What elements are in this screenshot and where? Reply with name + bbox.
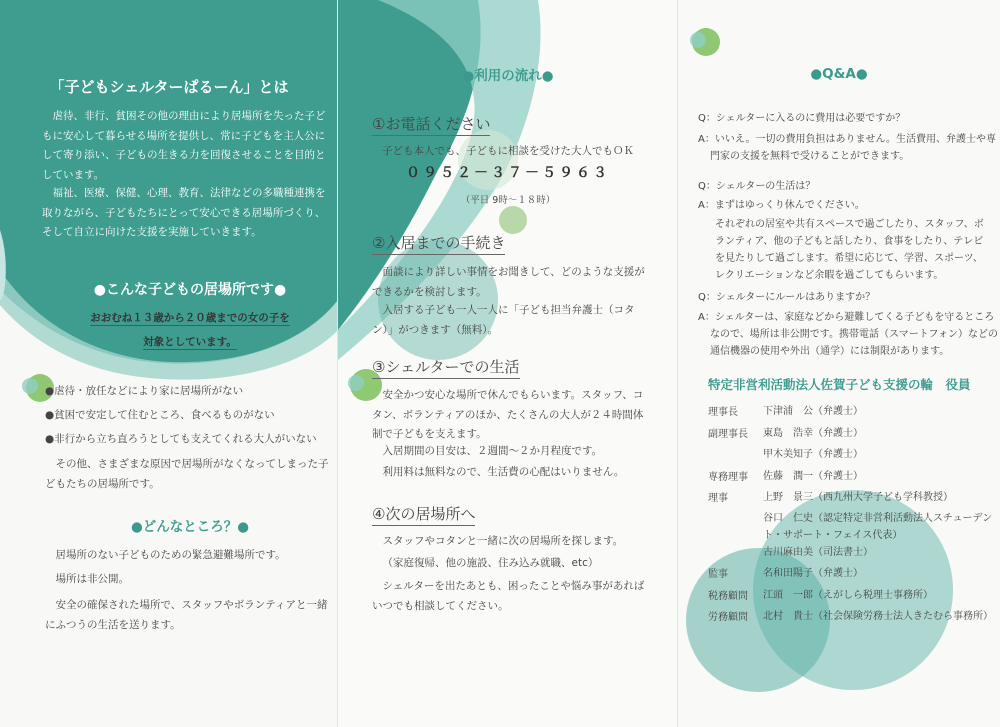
officer-name: 東島 浩幸（弁護士）	[763, 428, 863, 439]
right-panel	[678, 0, 1000, 727]
what-line-2: 場所は非公開。	[55, 573, 129, 585]
what-line-3: 安全の確保された場所で、スタッフやボランティアと一緒にふつうの生活を送ります。	[45, 599, 328, 631]
step3-text-2: 入居期間の目安は、２週間～２か月程度です。	[382, 445, 603, 457]
a2-detail: それぞれの居室や共有スペースで過ごしたり、スタッフ、ボランティア、他の子どもと話したり、食事をしたり、テレビを見たりして過ごします。希望に応じて、学習、スポーツ、レクリエーションなど余暇を過ごしてもらいます。	[715, 219, 984, 281]
officer-row	[708, 565, 993, 582]
step3-text-1: 安全かつ安心な場所で休んでもらいます。スタッフ、コタン、ボランティアのほか、たくさんの大人が２４時間体制で子どもを支えます。	[372, 389, 644, 440]
officer-role: 副理事長	[708, 429, 748, 440]
intro-paragraph-2: 福祉、医療、保健、心理、教育、法律などの多職種連携を取りながら、子どもたちにとって安心できる居場所づくり、そして自立に向けた支援を実施していきます。	[42, 187, 326, 238]
officer-row	[708, 446, 993, 463]
q2: Q：シェルターの生活は？	[698, 181, 816, 192]
officer-name: 名和田陽子（弁護士）	[763, 568, 863, 579]
target-text-1: おおむね１３歳から２０歳までの女の子を	[90, 312, 290, 324]
step4-title: ④次の居場所へ	[372, 503, 475, 526]
a3: A：シェルターは、家庭などから避難してくる子どもを守るところなので、場所は非公開です。携帯電話（スマートフォン）などの通信機器の使用や外出（通学）には制限があります。	[698, 312, 998, 357]
flow-heading: ●利用の流れ●	[462, 68, 554, 84]
left-panel	[0, 0, 338, 727]
officer-row	[708, 587, 993, 604]
target-line-1	[0, 309, 380, 329]
officer-role: 監事	[708, 569, 728, 580]
bullet-delinquency: ●非行から立ち直ろうとしても支えてくれる大人がいない	[45, 433, 317, 445]
target-line-2	[0, 333, 380, 353]
qa-heading: ●Q&A●	[810, 66, 868, 82]
officer-role: 労務顧問	[708, 612, 748, 623]
officer-row	[708, 403, 993, 420]
bullet-abuse: ●虐待・放任などにより家に居場所がない	[45, 385, 244, 397]
a1: A：いいえ。一切の費用負担はありません。生活費用、弁護士や専門家の支援を無料で受けることができます。	[698, 134, 997, 162]
officer-role: 専務理事	[708, 472, 748, 483]
officer-row	[708, 510, 993, 544]
org-title: 特定非営利活動法人佐賀子ども支援の輪 役員	[708, 377, 971, 392]
officer-role: 理事長	[708, 407, 738, 418]
officer-row	[708, 425, 993, 442]
officer-row	[708, 608, 993, 625]
bullet-poverty: ●貧困で安定して住むところ、食べるものがない	[45, 409, 275, 421]
officer-role: 理事	[708, 493, 728, 504]
officer-name: 佐藤 潤一（弁護士）	[763, 471, 863, 482]
step4-text-3: シェルターを出たあとも、困ったことや悩み事があればいつでも相談してください。	[372, 580, 645, 612]
officer-name: 江頭 一郎（えがしら税理士事務所）	[763, 590, 933, 601]
other-paragraph: その他、さまざまな原因で居場所がなくなってしまった子どもたちの居場所です。	[45, 458, 329, 490]
step3-title: ③シェルターでの生活	[372, 356, 520, 379]
step2-text-2: 入居する子ども一人一人に「子ども担当弁護士（コタン）」がつきます（無料）。	[372, 304, 635, 336]
a2: A：まずはゆっくり休んでください。	[698, 200, 865, 211]
officer-name: 上野 景三（西九州大学子ども学科教授）	[763, 492, 953, 503]
step4-text-2: （家庭復帰、他の施設、住み込み就職、etc）	[382, 557, 599, 569]
target-text-2: 対象としています。	[143, 336, 237, 348]
officer-name: 谷口 仁史（認定特定非営利活動法人スチューデント・サポート・フェイス代表）	[763, 513, 993, 541]
q3: Q：シェルターにルールはありますか？	[698, 292, 876, 303]
about-title: 「子どもシェルターぱるーん」とは	[49, 78, 289, 96]
step1-text: 子ども本人でも、子どもに相談を受けた大人でもＯＫ	[382, 145, 634, 157]
middle-panel	[338, 0, 678, 727]
step2-text-1: 面談により詳しい事情をお聞きして、どのような支援ができるかを検討します。	[372, 266, 645, 298]
what-heading: ●どんなところ？●	[130, 519, 250, 535]
officer-name: 北村 貴士（社会保険労務士法人きたむら事務所）	[763, 611, 993, 622]
officer-name: 下津浦 公（弁護士）	[763, 406, 863, 417]
officer-row	[708, 468, 993, 485]
officer-name: 甲木美知子（弁護士）	[763, 449, 863, 460]
step2-title: ②入居までの手続き	[372, 232, 505, 255]
officer-role: 税務顧問	[708, 591, 748, 602]
step3-text-3: 利用料は無料なので、生活費の心配はいりません。	[382, 466, 625, 478]
who-heading: ●こんな子どもの居場所です●	[93, 282, 287, 298]
step1-title: ①お電話ください	[372, 113, 490, 136]
officer-row	[708, 489, 993, 506]
officer-name: 古川麻由美（司法書士）	[763, 547, 873, 558]
what-line-1: 居場所のない子どものための緊急避難場所です。	[55, 549, 286, 561]
q1: Q：シェルターに入るのに費用は必要ですか？	[698, 113, 906, 124]
phone-number[interactable]: ０９５２－３７－５９６３	[406, 165, 610, 181]
officer-row	[708, 544, 993, 561]
step4-text-1: スタッフやコタンと一緒に次の居場所を探します。	[382, 535, 624, 547]
intro-paragraph-1: 虐待、非行、貧困その他の理由により居場所を失った子どもに安心して暮らせる場所を提供し、常に子どもを主人公にして寄り添い、子どもの生きる力を回復させることを目的としています。	[42, 110, 326, 181]
phone-hours: （平日 9時～１８時）	[460, 195, 556, 206]
